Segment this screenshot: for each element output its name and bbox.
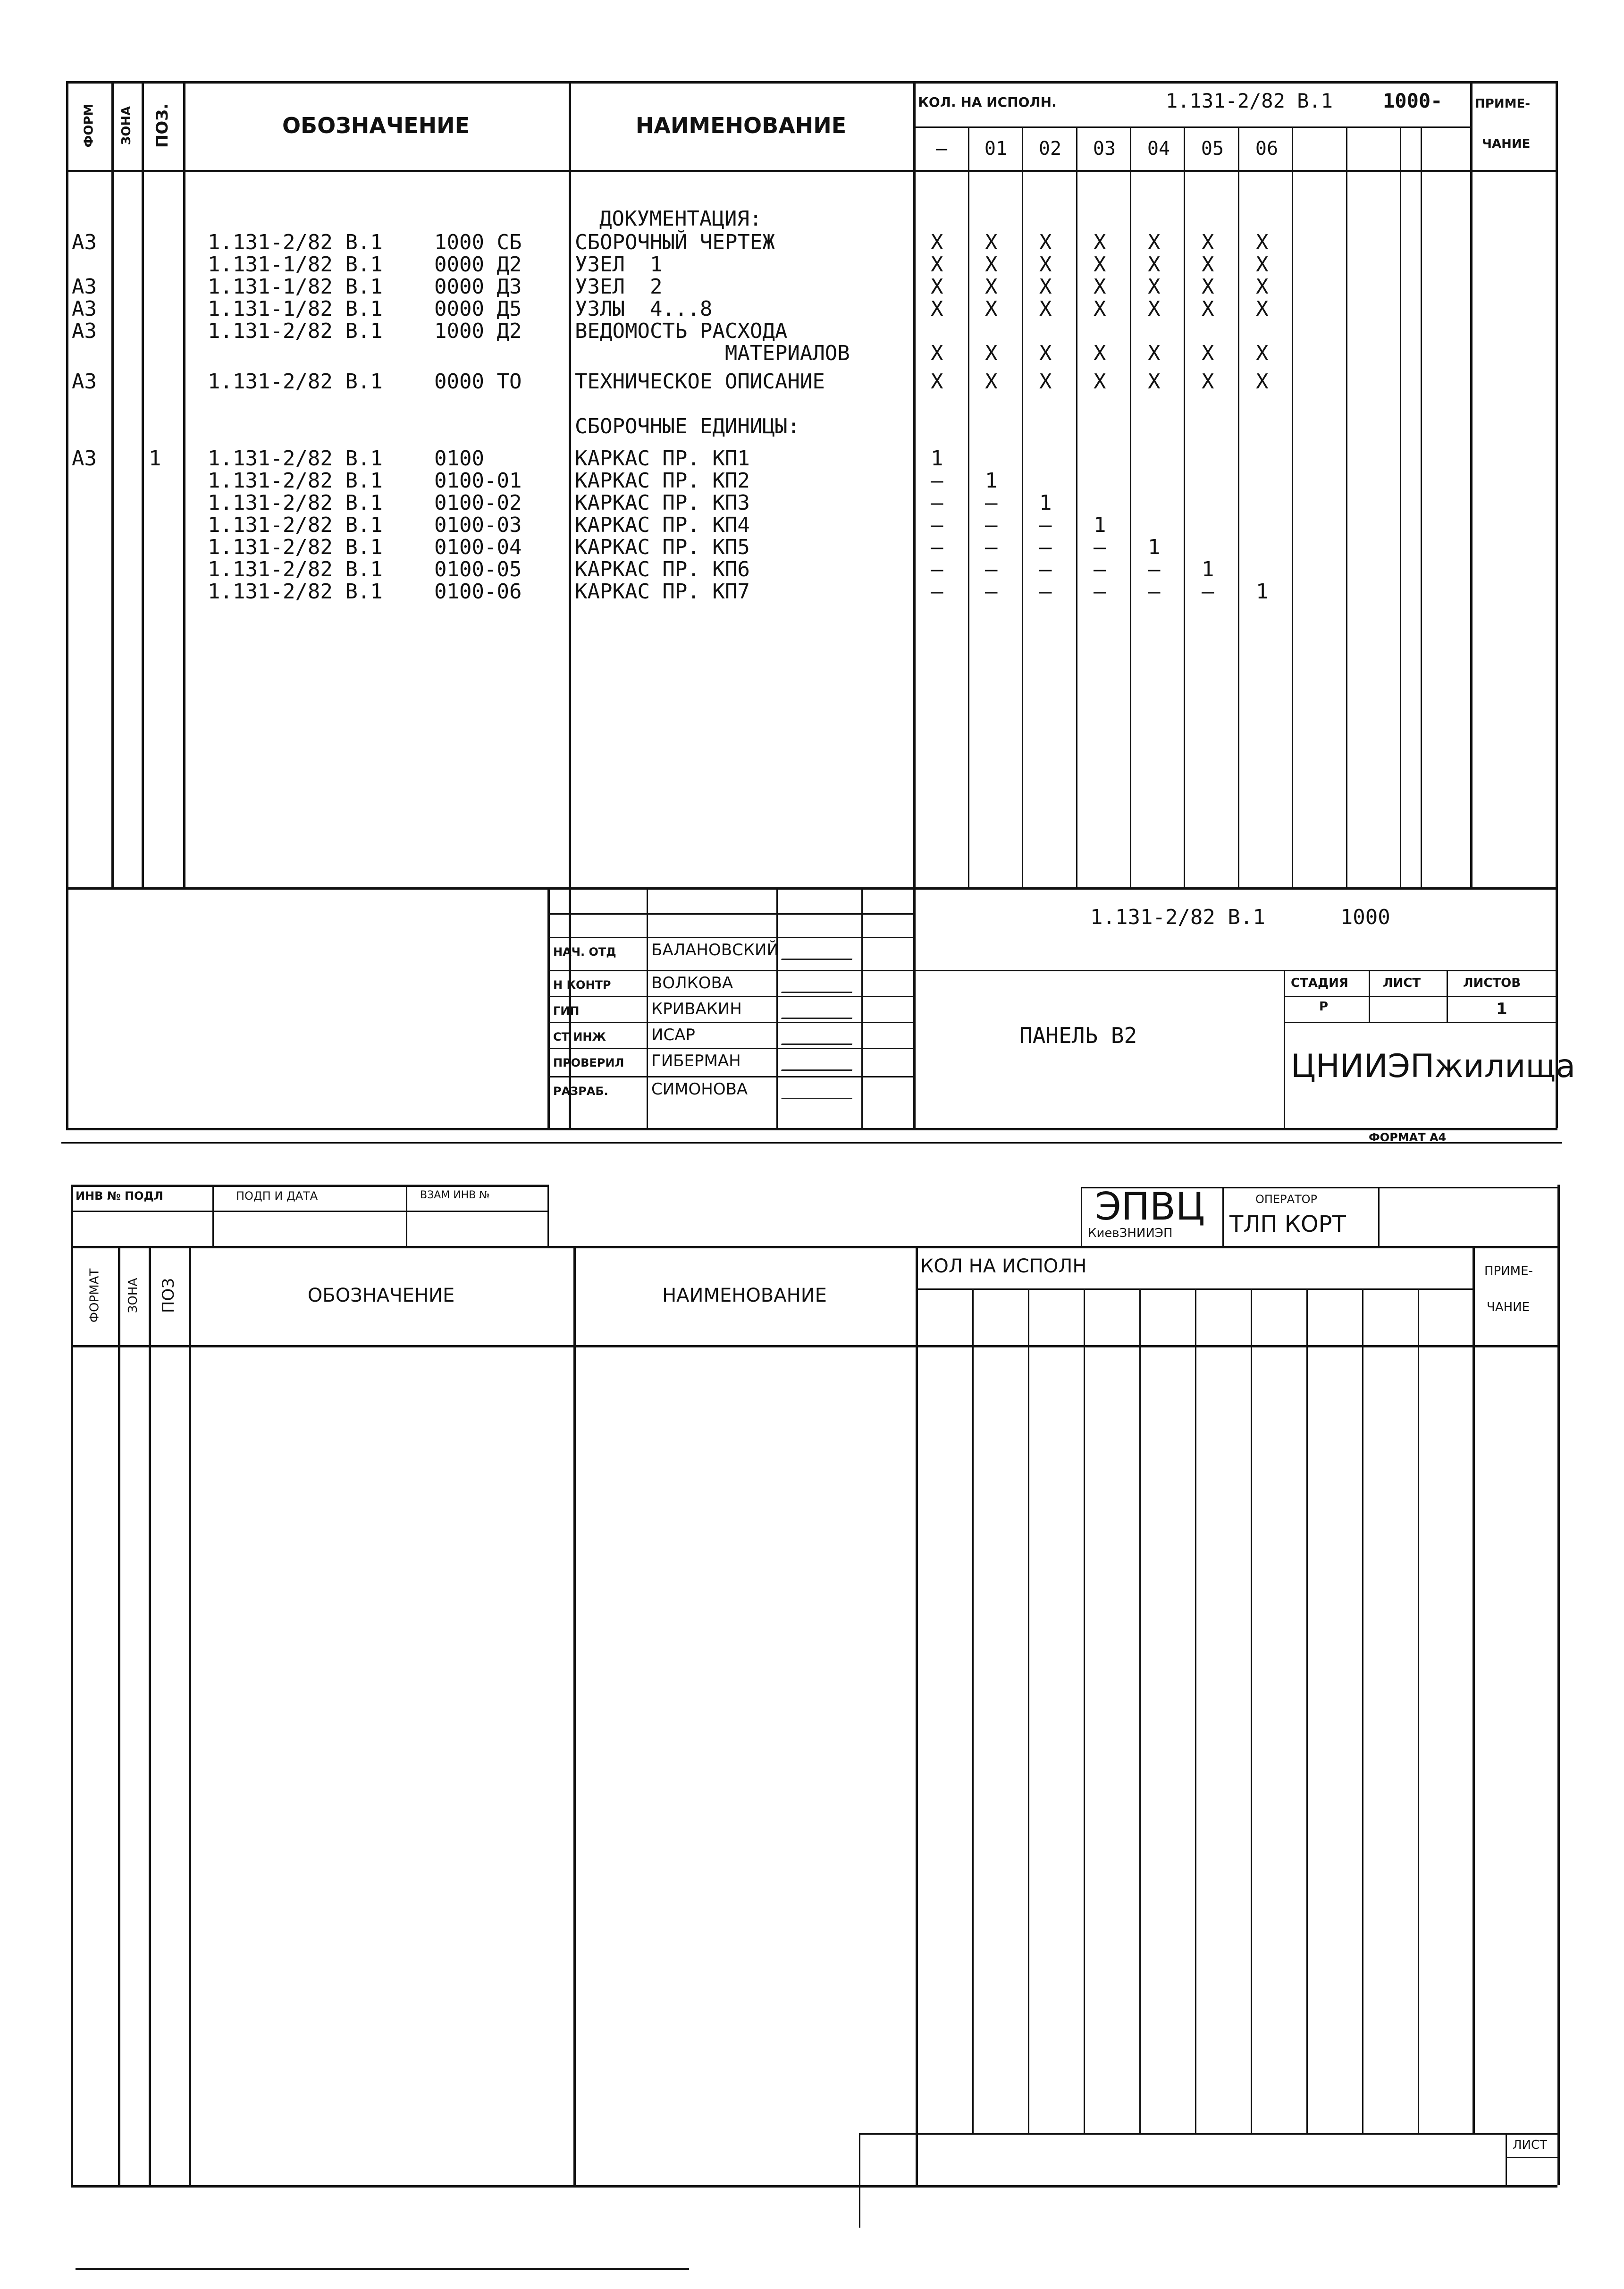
- row-designation: 1.131-2/82 В.1: [208, 557, 383, 581]
- row-qty: Х: [1202, 297, 1214, 321]
- row-name: КАРКАС ПР. КП7: [575, 580, 750, 604]
- row-qty: Х: [1094, 275, 1106, 299]
- col-note-label-1: ПРИМЕ-: [1475, 97, 1530, 111]
- signature-role: Н КОНТР: [553, 978, 611, 992]
- row-qty: Х: [1094, 230, 1106, 254]
- row-qty: Х: [1256, 297, 1269, 321]
- row-qty: –: [985, 580, 998, 604]
- col-pos-label-2: ПОЗ: [159, 1278, 178, 1313]
- row-qty: Х: [1094, 341, 1106, 365]
- row-qty: –: [1039, 580, 1052, 604]
- row-designation: 1.131-2/82 В.1: [208, 513, 383, 537]
- row-name: КАРКАС ПР. КП6: [575, 557, 750, 581]
- row-qty: Х: [1148, 370, 1161, 394]
- signature-role: РАЗРАБ.: [553, 1085, 608, 1098]
- row-qty: Х: [1202, 341, 1214, 365]
- row-name: УЗЕЛ 2: [575, 275, 663, 299]
- row-qty: Х: [1039, 230, 1052, 254]
- row-qty: –: [1148, 557, 1161, 581]
- epvc-subtitle: КиевЗНИИЭП: [1088, 1226, 1173, 1240]
- col-zone-label: ЗОНА: [119, 106, 134, 145]
- row-qty: Х: [985, 297, 998, 321]
- row-name: КАРКАС ПР. КП5: [575, 535, 750, 559]
- row-qty: –: [985, 557, 998, 581]
- table-row: [0, 558, 1624, 581]
- format-label: ФОРМАТ А4: [1369, 1131, 1447, 1144]
- row-qty: –: [931, 469, 943, 493]
- row-qty: Х: [985, 252, 998, 277]
- row-qty: Х: [1039, 370, 1052, 394]
- table-row: [0, 514, 1624, 537]
- inv-no-label: ИНВ № ПОДЛ: [76, 1189, 163, 1203]
- row-qty: 1: [1202, 557, 1214, 581]
- row-qty: Х: [1039, 275, 1052, 299]
- row-designation: 1.131-2/82 В.1: [208, 580, 383, 604]
- col-note-label-2: ЧАНИЕ: [1482, 137, 1531, 151]
- table-row: [0, 447, 1624, 470]
- qty-label-2: КОЛ НА ИСПОЛН: [920, 1255, 1087, 1277]
- operator-label: ОПЕРАТОР: [1255, 1193, 1318, 1206]
- row-qty: Х: [931, 252, 943, 277]
- row-qty: 1: [985, 469, 998, 493]
- row-name: ТЕХНИЧЕСКОЕ ОПИСАНИЕ: [575, 370, 825, 394]
- row-name: МАТЕРИАЛОВ: [575, 341, 850, 365]
- row-qty: –: [1039, 513, 1052, 537]
- row-qty: Х: [1256, 370, 1269, 394]
- row-format: А3: [72, 275, 97, 299]
- row-qty: 1: [1256, 580, 1269, 604]
- row-qty: Х: [1256, 275, 1269, 299]
- grid-line: [972, 1288, 974, 2133]
- row-name: КАРКАС ПР. КП3: [575, 491, 750, 515]
- row-designation-number: 1000 Д2: [434, 319, 522, 343]
- table-row: [0, 370, 1624, 393]
- row-name: УЗЕЛ 1: [575, 252, 663, 277]
- row-qty: –: [985, 513, 998, 537]
- row-format: А3: [72, 446, 97, 471]
- row-qty: –: [1094, 580, 1106, 604]
- row-qty: Х: [931, 275, 943, 299]
- row-qty: Х: [985, 370, 998, 394]
- row-name: КАРКАС ПР. КП2: [575, 469, 750, 493]
- row-qty: Х: [1202, 370, 1214, 394]
- signature-mark: [781, 1086, 857, 1099]
- row-qty: –: [931, 580, 943, 604]
- table-row: [0, 253, 1624, 276]
- signature-name: СИМОНОВА: [651, 1080, 748, 1099]
- row-qty: Х: [1148, 341, 1161, 365]
- signature-name: ГИБЕРМАН: [651, 1052, 741, 1070]
- row-designation-number: 0000 Д2: [434, 252, 522, 277]
- row-qty: –: [1094, 535, 1106, 559]
- row-qty: –: [1039, 535, 1052, 559]
- signature-mark: [781, 980, 857, 993]
- variant-header: 01: [984, 138, 1008, 160]
- row-qty: –: [931, 535, 943, 559]
- grid-line: [1251, 1288, 1252, 2133]
- row-qty: –: [931, 513, 943, 537]
- signature-role: ГИП: [553, 1004, 580, 1018]
- grid-line: [1139, 1288, 1141, 2133]
- product-name: ПАНЕЛЬ В2: [1019, 1023, 1137, 1048]
- col-zone-label-2: ЗОНА: [126, 1278, 141, 1313]
- signature-name: ИСАР: [651, 1026, 695, 1044]
- row-designation: 1.131-2/82 В.1: [208, 491, 383, 515]
- row-qty: Х: [1256, 230, 1269, 254]
- row-qty: 1: [1039, 491, 1052, 515]
- grid-line: [1306, 1288, 1308, 2133]
- row-designation-number: 0100-06: [434, 580, 522, 604]
- grid-line: [1418, 1288, 1419, 2133]
- grid-line: [1362, 1288, 1363, 2133]
- signature-mark: [781, 1032, 857, 1045]
- row-designation: 1.131-2/82 В.1: [208, 446, 383, 471]
- row-qty: Х: [1148, 252, 1161, 277]
- qty-label: КОЛ. НА ИСПОЛН.: [918, 94, 1057, 110]
- row-designation-number: 0100: [434, 446, 484, 471]
- sheets-value: 1: [1496, 1000, 1507, 1018]
- row-qty: Х: [1148, 275, 1161, 299]
- row-qty: Х: [985, 341, 998, 365]
- row-qty: Х: [1202, 230, 1214, 254]
- row-name: КАРКАС ПР. КП4: [575, 513, 750, 537]
- row-designation: 1.131-2/82 В.1: [208, 230, 383, 254]
- row-qty: Х: [985, 275, 998, 299]
- row-qty: –: [931, 557, 943, 581]
- signature-name: БАЛАНОВСКИЙ: [651, 941, 779, 959]
- row-qty: Х: [1094, 252, 1106, 277]
- col-format-label: ФОРМ: [81, 103, 96, 148]
- row-designation-number: 0100-01: [434, 469, 522, 493]
- row-designation: 1.131-1/82 В.1: [208, 297, 383, 321]
- row-format: А3: [72, 297, 97, 321]
- row-designation-number: 0100-05: [434, 557, 522, 581]
- col-designation-label: ОБОЗНАЧЕНИЕ: [282, 113, 470, 138]
- sheets-label: ЛИСТОВ: [1463, 976, 1521, 990]
- col-designation-label-2: ОБОЗНАЧЕНИЕ: [307, 1285, 455, 1306]
- row-qty: –: [931, 491, 943, 515]
- table-row: [0, 231, 1624, 254]
- row-qty: Х: [1148, 297, 1161, 321]
- signature-name: КРИВАКИН: [651, 1000, 742, 1018]
- grid-line: [1195, 1288, 1196, 2133]
- col-name-label-2: НАИМЕНОВАНИЕ: [662, 1285, 827, 1306]
- row-designation-number: 0100-04: [434, 535, 522, 559]
- section-assembly-units: СБОРОЧНЫЕ ЕДИНИЦЫ:: [575, 414, 800, 438]
- row-qty: Х: [931, 297, 943, 321]
- row-format: А3: [72, 370, 97, 394]
- row-designation: 1.131-1/82 В.1: [208, 275, 383, 299]
- row-qty: Х: [1094, 370, 1106, 394]
- col-note-label-2b: ЧАНИЕ: [1487, 1300, 1530, 1314]
- stage-value: Р: [1319, 1000, 1329, 1014]
- row-qty: 1: [931, 446, 943, 471]
- table-row: [0, 581, 1624, 603]
- row-designation-number: 0000 Д5: [434, 297, 522, 321]
- row-name: ВЕДОМОСТЬ РАСХОДА: [575, 319, 788, 343]
- signature-mark: [781, 1058, 857, 1071]
- variant-header: 02: [1038, 138, 1062, 160]
- row-qty: –: [1094, 557, 1106, 581]
- row-qty: Х: [1039, 341, 1052, 365]
- row-qty: –: [1148, 580, 1161, 604]
- sign-date-label: ПОДП И ДАТА: [236, 1189, 318, 1203]
- row-qty: –: [985, 491, 998, 515]
- signature-name: ВОЛКОВА: [651, 974, 733, 993]
- row-qty: Х: [1202, 275, 1214, 299]
- operator-value: ТЛП КОРТ: [1229, 1211, 1346, 1237]
- grid-line: [1028, 1288, 1029, 2133]
- table-row: [0, 536, 1624, 559]
- row-designation-number: 1000 СБ: [434, 230, 522, 254]
- row-qty: Х: [1148, 230, 1161, 254]
- row-qty: 1: [1094, 513, 1106, 537]
- variant-header: 04: [1147, 138, 1170, 160]
- row-designation: 1.131-2/82 В.1: [208, 370, 383, 394]
- sheet-label-2: ЛИСТ: [1513, 2138, 1548, 2152]
- row-format: А3: [72, 319, 97, 343]
- row-designation: 1.131-2/82 В.1: [208, 535, 383, 559]
- header-doc-code: 1.131-2/82 В.1: [1166, 89, 1333, 112]
- signature-role: СТ ИНЖ: [553, 1030, 606, 1044]
- row-qty: Х: [931, 230, 943, 254]
- row-designation: 1.131-2/82 В.1: [208, 469, 383, 493]
- sheet-label: ЛИСТ: [1383, 976, 1421, 990]
- row-format: А3: [72, 230, 97, 254]
- row-name: КАРКАС ПР. КП1: [575, 446, 750, 471]
- row-qty: Х: [1256, 252, 1269, 277]
- variant-header: –: [935, 138, 948, 160]
- signature-role: НАЧ. ОТД: [553, 945, 616, 959]
- row-qty: Х: [1039, 297, 1052, 321]
- row-designation-number: 0000 ТО: [434, 370, 522, 394]
- signature-mark: [781, 1006, 857, 1019]
- col-format-label-2: ФОРМАТ: [87, 1268, 102, 1323]
- row-designation: 1.131-2/82 В.1: [208, 319, 383, 343]
- col-pos-label: ПОЗ.: [153, 103, 172, 148]
- row-qty: Х: [931, 370, 943, 394]
- table-row: [0, 276, 1624, 298]
- row-designation-number: 0000 Д3: [434, 275, 522, 299]
- variant-header: 06: [1255, 138, 1279, 160]
- row-qty: Х: [1202, 252, 1214, 277]
- title-doc-id: 1.131-2/82 В.1 1000: [1090, 905, 1390, 929]
- section-documentation: ДОКУМЕНТАЦИЯ:: [599, 207, 762, 231]
- row-designation: 1.131-1/82 В.1: [208, 252, 383, 277]
- row-designation-number: 0100-02: [434, 491, 522, 515]
- row-qty: 1: [1148, 535, 1161, 559]
- row-name: УЗЛЫ 4...8: [575, 297, 713, 321]
- col-name-label: НАИМЕНОВАНИЕ: [635, 113, 847, 138]
- header-doc-num: 1000-: [1383, 89, 1443, 112]
- table-row: [0, 492, 1624, 514]
- variant-header: 05: [1201, 138, 1224, 160]
- signature-mark: [781, 947, 857, 960]
- table-row: [0, 298, 1624, 320]
- stage-label: СТАДИЯ: [1291, 976, 1348, 990]
- row-qty: –: [1039, 557, 1052, 581]
- row-qty: Х: [931, 341, 943, 365]
- table-row: [0, 320, 1624, 343]
- grid-line: [1084, 1288, 1085, 2133]
- replace-inv-label: ВЗАМ ИНВ №: [420, 1189, 490, 1201]
- epvc-logo: ЭПВЦ: [1095, 1185, 1205, 1229]
- organization-name: ЦНИИЭПжилища: [1291, 1048, 1576, 1085]
- row-position: 1: [149, 446, 161, 471]
- table-row: [0, 342, 1624, 365]
- variant-header: 03: [1093, 138, 1116, 160]
- row-qty: Х: [985, 230, 998, 254]
- table-row: [0, 470, 1624, 492]
- row-qty: –: [985, 535, 998, 559]
- row-qty: Х: [1039, 252, 1052, 277]
- row-qty: –: [1202, 580, 1214, 604]
- row-qty: Х: [1256, 341, 1269, 365]
- row-qty: Х: [1094, 297, 1106, 321]
- row-designation-number: 0100-03: [434, 513, 522, 537]
- col-note-label-2a: ПРИМЕ-: [1484, 1264, 1533, 1278]
- signature-role: ПРОВЕРИЛ: [553, 1056, 624, 1069]
- row-name: СБОРОЧНЫЙ ЧЕРТЕЖ: [575, 230, 775, 254]
